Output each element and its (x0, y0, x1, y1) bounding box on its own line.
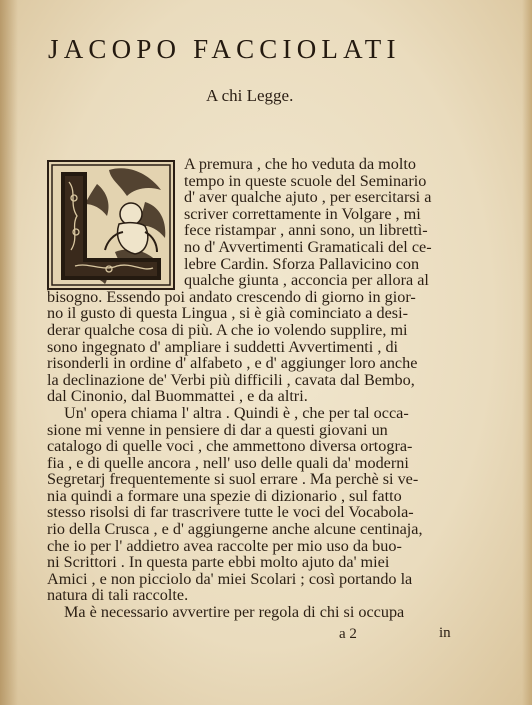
text-line: d' aver qualche ajuto , per esercitarsi a (184, 188, 432, 207)
text-line: sione mi venne in pensiere di dar a questi giovani un (47, 420, 388, 439)
text-line: Un' opera chiama l' altra . Quindi è , che per tal occa- (64, 403, 409, 422)
text-line: sono ingegnato d' ampliare i suddetti Avvertimenti , di (47, 337, 399, 356)
text-line: Amici , e non picciolo da' miei Scolari ; così portando la (47, 569, 413, 588)
text-line: no il gusto di questa Lingua , si è già cominciato a desi- (47, 304, 408, 323)
section-heading: A chi Legge. (206, 86, 294, 105)
page-gutter-shadow (0, 0, 18, 705)
text-line: natura di tali raccolte. (47, 586, 189, 605)
text-line: no d' Avvertimenti Gramaticali del ce- (184, 238, 432, 256)
running-header: JACOPO FACCIOLATI (48, 34, 401, 64)
text-line: A premura , che ho veduta da molto (184, 155, 416, 173)
text-line: fia , e di quelle ancora , nell' uso delle quali da' moderni (47, 453, 409, 472)
text-line: Ma è necessario avvertire per regola di chi si occupa (64, 603, 405, 621)
text-line: catalogo di quelle voci , che ammettono diversa ortogra- (47, 437, 413, 456)
text-line: bisogno. Essendo poi andato crescendo di giorno in gior- (47, 287, 416, 306)
text-line: Segretarj frequentemente si suol errare . Ma perchè si ve- (47, 470, 419, 489)
text-line: lebre Cardin. Sforza Pallavicino con (184, 254, 420, 273)
text-line: stesso risolsi di far trascrivere tutte le voci del Vocabola- (47, 503, 414, 522)
catchword: in (439, 625, 451, 641)
text-line: risonderli in ordine d' alfabeto , e d' aggiunger loro anche (47, 354, 418, 373)
text-line: fece ristampar , anni sono, un librettì- (184, 221, 428, 240)
text-line: che io per l' addietro avea raccolte per mio uso da buo- (47, 536, 402, 555)
text-line: dal Cinonio, dal Buommattei , e da altri. (47, 387, 308, 406)
text-line: scriver correttamente in Volgare , mi (184, 204, 421, 223)
text-line: derar qualche cosa di più. A che io volendo supplire, mi (47, 320, 408, 339)
text-line: la declinazione de' Verbi più difficili , cavata dal Bembo, (47, 370, 415, 389)
page-edge-shadow (522, 0, 532, 705)
text-line: rio della Crusca , e d' aggiungerne anche alcune centinaja, (47, 520, 423, 538)
decorated-initial-l-icon (47, 160, 175, 290)
text-line: qualche giunta , acconcia per allora al (184, 271, 429, 290)
text-line: ni Scrittori . In questa parte ebbi molto ajuto da' miei (47, 553, 390, 572)
signature-mark: a 2 (339, 626, 357, 642)
text-line: nia quindi a formare una spezie di dizionario , sul fatto (47, 486, 402, 505)
text-line: tempo in queste scuole del Seminario (184, 171, 427, 190)
